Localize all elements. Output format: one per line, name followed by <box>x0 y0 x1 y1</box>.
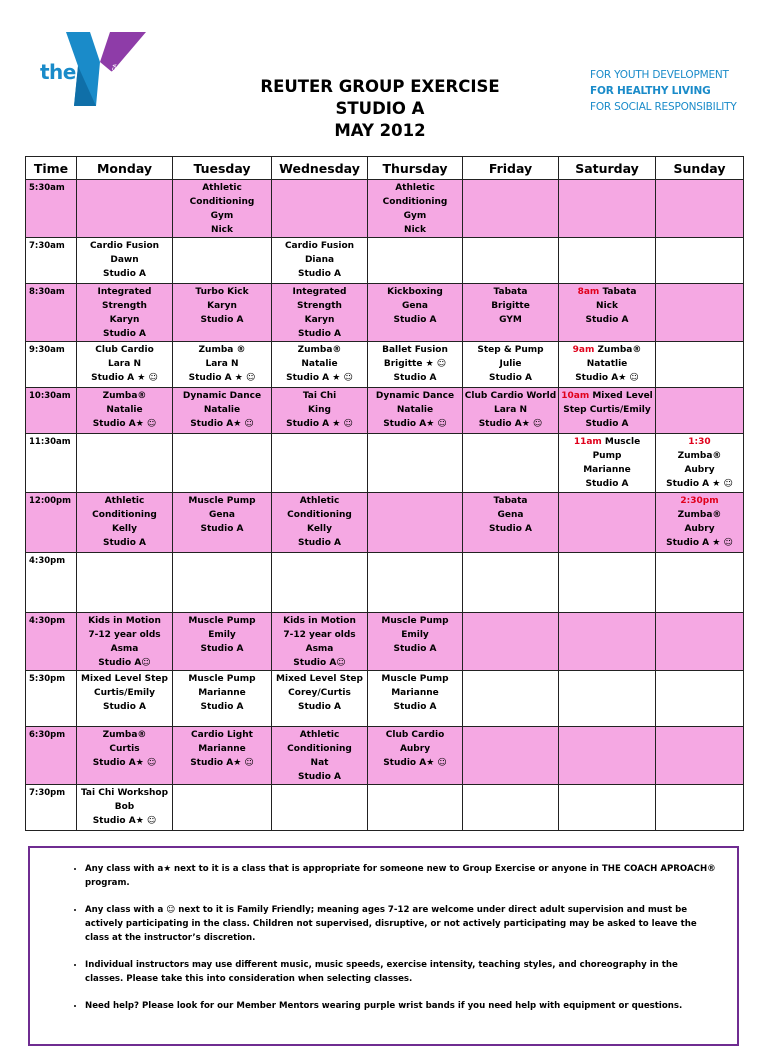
class-info: Kids in Motion 7-12 year olds Asma Studio A☺ <box>283 616 356 668</box>
class-info <box>559 785 655 786</box>
class-text: Zumba® Aubry Studio A ★ ☺ <box>666 451 733 489</box>
class-time-highlight: 10am <box>561 391 590 401</box>
class-cell-thursday <box>368 493 463 553</box>
class-cell-thursday <box>368 613 463 671</box>
class-cell-monday <box>77 238 173 284</box>
class-info <box>77 434 172 435</box>
class-info <box>656 671 743 672</box>
class-cell-wednesday <box>272 493 368 553</box>
class-cell-saturday <box>559 613 656 671</box>
schedule-row <box>26 493 744 553</box>
class-cell-friday <box>463 613 559 671</box>
class-info: Athletic Conditioning Gym Nick <box>382 183 448 235</box>
class-info <box>77 553 172 554</box>
class-info <box>656 180 743 181</box>
title-line-2: STUDIO A <box>335 99 425 118</box>
class-time-highlight: 9am <box>572 345 595 355</box>
class-cell-monday <box>77 727 173 785</box>
class-info <box>559 284 655 327</box>
tagline-line-2: FOR HEALTHY LIVING <box>590 85 711 97</box>
title-line-3: MAY 2012 <box>334 121 426 140</box>
col-header-time: Time <box>26 157 77 180</box>
class-text: Mixed Level Step Curtis/Emily Studio A <box>563 391 653 429</box>
class-info <box>559 342 655 385</box>
class-cell-monday <box>77 342 173 388</box>
class-time-highlight: 1:30 <box>688 437 711 447</box>
class-info <box>368 434 462 435</box>
class-info: Tai Chi Workshop Bob Studio A★ ☺ <box>80 788 169 826</box>
class-info <box>559 553 655 554</box>
class-cell-monday <box>77 613 173 671</box>
class-cell-thursday <box>368 388 463 434</box>
class-cell-tuesday <box>173 671 272 727</box>
class-info <box>272 553 367 554</box>
class-cell-friday <box>463 727 559 785</box>
class-info <box>173 238 271 239</box>
notes-list <box>30 848 737 1013</box>
class-cell-sunday <box>656 785 744 831</box>
class-cell-monday <box>77 180 173 238</box>
class-cell-saturday <box>559 434 656 493</box>
note-item: • Any class with a ☺ next to it is Family Friendly; meaning ages 7-12 are welcome under direct adult supervision and must be actively participating in the class. Children not supervised, disruptive, or not actively participating may be asked to leave the class at the instructor’s discretion. <box>85 903 717 945</box>
class-cell-monday <box>77 553 173 613</box>
class-info <box>368 553 462 554</box>
schedule-row <box>26 727 744 785</box>
class-info <box>656 553 743 554</box>
class-cell-thursday <box>368 785 463 831</box>
class-cell-wednesday <box>272 671 368 727</box>
schedule-row <box>26 238 744 284</box>
schedule-row <box>26 284 744 342</box>
class-cell-sunday <box>656 388 744 434</box>
class-time-highlight: 2:30pm <box>680 496 719 506</box>
class-cell-thursday <box>368 553 463 613</box>
class-text: Zumba® Aubry Studio A ★ ☺ <box>666 510 733 548</box>
col-header-sunday: Sunday <box>656 157 744 180</box>
time-cell: 5:30am <box>26 180 77 238</box>
time-cell: 8:30am <box>26 284 77 342</box>
note-item: • Individual instructors may use different music, music speeds, exercise intensity, teaching styles, and choreography in the classes. Please take this into consideration when selecting classes. <box>85 958 717 986</box>
class-info: Muscle Pump Emily Studio A <box>188 616 256 654</box>
class-info: Muscle Pump Marianne Studio A <box>188 674 256 712</box>
time-cell: 7:30pm <box>26 785 77 831</box>
class-info <box>656 284 743 285</box>
class-cell-tuesday <box>173 785 272 831</box>
class-cell-wednesday <box>272 180 368 238</box>
class-info: Zumba® Natalie Studio A ★ ☺ <box>286 345 353 383</box>
class-cell-friday <box>463 180 559 238</box>
class-cell-thursday <box>368 342 463 388</box>
time-cell: 4:30pm <box>26 613 77 671</box>
schedule-row <box>26 553 744 613</box>
class-cell-sunday <box>656 671 744 727</box>
schedule-body <box>26 180 744 831</box>
time-cell: 9:30am <box>26 342 77 388</box>
class-cell-saturday <box>559 388 656 434</box>
class-cell-thursday <box>368 180 463 238</box>
time-cell: 6:30pm <box>26 727 77 785</box>
col-header-wednesday: Wednesday <box>272 157 368 180</box>
class-info: Muscle Pump Gena Studio A <box>188 496 256 534</box>
class-info <box>368 238 462 239</box>
class-cell-wednesday <box>272 284 368 342</box>
logo-ymca-text: YMCA <box>110 63 119 80</box>
header-row <box>26 157 744 180</box>
class-info: Mixed Level Step Corey/Curtis Studio A <box>276 674 363 712</box>
class-cell-wednesday <box>272 553 368 613</box>
class-cell-tuesday <box>173 727 272 785</box>
class-text: Tabata Nick Studio A <box>585 287 637 325</box>
class-time-highlight: 11am <box>573 437 602 447</box>
class-cell-sunday <box>656 613 744 671</box>
class-info <box>463 671 558 672</box>
class-cell-friday <box>463 434 559 493</box>
class-info <box>656 493 743 550</box>
class-info: Ballet Fusion Brigitte ★ ☺ Studio A <box>382 345 448 383</box>
class-cell-wednesday <box>272 785 368 831</box>
col-header-friday: Friday <box>463 157 559 180</box>
note-item: • Any class with a★ next to it is a class that is appropriate for someone new to Group Exercise or anyone in THE COACH APROACH® program. <box>85 862 717 890</box>
schedule-row <box>26 671 744 727</box>
class-cell-tuesday <box>173 613 272 671</box>
schedule-row <box>26 613 744 671</box>
class-info <box>559 180 655 181</box>
schedule-table <box>25 156 744 831</box>
schedule-row <box>26 785 744 831</box>
schedule-row <box>26 180 744 238</box>
class-info: Club Cardio Lara N Studio A ★ ☺ <box>91 345 158 383</box>
class-info <box>463 238 558 239</box>
class-info <box>559 493 655 494</box>
class-cell-saturday <box>559 785 656 831</box>
class-cell-monday <box>77 493 173 553</box>
class-cell-saturday <box>559 284 656 342</box>
class-info: Cardio Light Marianne Studio A★ ☺ <box>190 730 254 768</box>
time-cell: 5:30pm <box>26 671 77 727</box>
ymca-logo <box>38 28 150 108</box>
class-cell-sunday <box>656 284 744 342</box>
class-info <box>559 727 655 728</box>
class-cell-saturday <box>559 238 656 284</box>
class-cell-wednesday <box>272 388 368 434</box>
class-info <box>656 613 743 614</box>
class-info <box>656 342 743 343</box>
class-cell-thursday <box>368 284 463 342</box>
class-info: Dynamic Dance Natalie Studio A★ ☺ <box>375 391 455 429</box>
class-info: Zumba® Curtis Studio A★ ☺ <box>92 730 157 768</box>
class-info: Cardio Fusion Dawn Studio A <box>89 241 160 279</box>
time-cell: 7:30am <box>26 238 77 284</box>
class-info: Zumba® Natalie Studio A★ ☺ <box>92 391 157 429</box>
note-item: • Need help? Please look for our Member Mentors wearing purple wrist bands if you need help with equipment or questions. <box>85 999 717 1013</box>
class-info <box>272 434 367 435</box>
schedule-row <box>26 388 744 434</box>
class-cell-monday <box>77 434 173 493</box>
class-info <box>173 434 271 435</box>
class-info: Dynamic Dance Natalie Studio A★ ☺ <box>182 391 262 429</box>
class-cell-saturday <box>559 671 656 727</box>
col-header-saturday: Saturday <box>559 157 656 180</box>
class-info: Muscle Pump Marianne Studio A <box>381 674 449 712</box>
class-cell-friday <box>463 238 559 284</box>
class-cell-thursday <box>368 238 463 284</box>
schedule-row <box>26 342 744 388</box>
class-cell-friday <box>463 553 559 613</box>
class-cell-wednesday <box>272 434 368 493</box>
class-info <box>463 434 558 435</box>
class-info: Zumba ® Lara N Studio A ★ ☺ <box>188 345 256 383</box>
class-info <box>368 785 462 786</box>
class-cell-friday <box>463 284 559 342</box>
class-info <box>559 238 655 239</box>
notes-box <box>28 846 739 1046</box>
class-time-highlight: 8am <box>577 287 600 297</box>
class-info <box>463 727 558 728</box>
class-cell-tuesday <box>173 342 272 388</box>
time-cell: 11:30am <box>26 434 77 493</box>
class-info <box>173 553 271 554</box>
class-cell-sunday <box>656 727 744 785</box>
class-text: Muscle Pump Marianne Studio A <box>583 437 641 489</box>
class-info: Athletic Conditioning Kelly Studio A <box>287 496 352 548</box>
tagline-line-1: FOR YOUTH DEVELOPMENT <box>590 69 729 81</box>
class-cell-sunday <box>656 434 744 493</box>
class-cell-monday <box>77 388 173 434</box>
class-cell-tuesday <box>173 553 272 613</box>
col-header-thursday: Thursday <box>368 157 463 180</box>
class-info <box>559 613 655 614</box>
class-info <box>656 238 743 239</box>
class-cell-saturday <box>559 180 656 238</box>
class-info: Athletic Conditioning Gym Nick <box>189 183 255 235</box>
class-info: Mixed Level Step Curtis/Emily Studio A <box>81 674 168 712</box>
class-info <box>559 671 655 672</box>
col-header-tuesday: Tuesday <box>173 157 272 180</box>
logo-the-text: the <box>40 60 76 84</box>
class-info: Muscle Pump Emily Studio A <box>381 616 449 654</box>
class-cell-saturday <box>559 553 656 613</box>
class-cell-monday <box>77 785 173 831</box>
class-info <box>656 727 743 728</box>
class-cell-tuesday <box>173 238 272 284</box>
class-cell-tuesday <box>173 434 272 493</box>
class-cell-thursday <box>368 434 463 493</box>
class-info: Tabata Brigitte GYM <box>491 287 530 325</box>
class-cell-thursday <box>368 727 463 785</box>
class-cell-wednesday <box>272 238 368 284</box>
class-info: Club Cardio World Lara N Studio A★ ☺ <box>464 391 557 429</box>
class-info <box>173 785 271 786</box>
class-cell-tuesday <box>173 284 272 342</box>
class-cell-sunday <box>656 493 744 553</box>
class-info <box>272 785 367 786</box>
class-cell-saturday <box>559 493 656 553</box>
class-cell-monday <box>77 671 173 727</box>
class-cell-friday <box>463 671 559 727</box>
class-cell-sunday <box>656 553 744 613</box>
class-info <box>656 434 743 491</box>
class-info <box>559 434 655 491</box>
class-info <box>463 785 558 786</box>
class-cell-tuesday <box>173 388 272 434</box>
class-cell-wednesday <box>272 342 368 388</box>
class-info <box>272 180 367 181</box>
class-info <box>656 388 743 389</box>
class-info <box>463 180 558 181</box>
class-cell-saturday <box>559 342 656 388</box>
class-info: Cardio Fusion Diana Studio A <box>284 241 355 279</box>
class-info: Tabata Gena Studio A <box>488 496 532 534</box>
class-cell-sunday <box>656 238 744 284</box>
class-info <box>368 493 462 494</box>
class-cell-monday <box>77 284 173 342</box>
class-info <box>463 613 558 614</box>
class-info: Integrated Strength Karyn Studio A <box>97 287 152 339</box>
class-info: Integrated Strength Karyn Studio A <box>292 287 347 339</box>
tagline-line-3: FOR SOCIAL RESPONSIBILITY <box>590 101 737 113</box>
class-cell-wednesday <box>272 727 368 785</box>
class-cell-tuesday <box>173 493 272 553</box>
class-info: Athletic Conditioning Kelly Studio A <box>92 496 157 548</box>
title-line-1: REUTER GROUP EXERCISE <box>260 77 500 96</box>
class-info: Tai Chi King Studio A ★ ☺ <box>286 391 353 429</box>
class-info <box>77 180 172 181</box>
schedule-title <box>230 76 530 142</box>
class-info <box>463 553 558 554</box>
class-info: Club Cardio Aubry Studio A★ ☺ <box>383 730 447 768</box>
schedule-row <box>26 434 744 493</box>
class-cell-sunday <box>656 180 744 238</box>
class-text: Zumba® Natatlie Studio A★ ☺ <box>575 345 642 383</box>
time-cell: 4:30pm <box>26 553 77 613</box>
class-cell-thursday <box>368 671 463 727</box>
ymca-tagline <box>590 67 737 115</box>
class-cell-friday <box>463 785 559 831</box>
class-info <box>656 785 743 786</box>
class-info <box>559 388 655 431</box>
class-info: Kickboxing Gena Studio A <box>387 287 443 325</box>
class-cell-sunday <box>656 342 744 388</box>
class-cell-friday <box>463 493 559 553</box>
time-cell: 12:00pm <box>26 493 77 553</box>
class-info: Turbo Kick Karyn Studio A <box>195 287 249 325</box>
class-info: Step & Pump Julie Studio A <box>477 345 544 383</box>
class-cell-tuesday <box>173 180 272 238</box>
col-header-monday: Monday <box>77 157 173 180</box>
class-info: Athletic Conditioning Nat Studio A <box>287 730 352 782</box>
class-cell-saturday <box>559 727 656 785</box>
class-cell-friday <box>463 342 559 388</box>
time-cell: 10:30am <box>26 388 77 434</box>
class-info: Kids in Motion 7-12 year olds Asma Studio A☺ <box>88 616 161 668</box>
class-cell-wednesday <box>272 613 368 671</box>
class-cell-friday <box>463 388 559 434</box>
